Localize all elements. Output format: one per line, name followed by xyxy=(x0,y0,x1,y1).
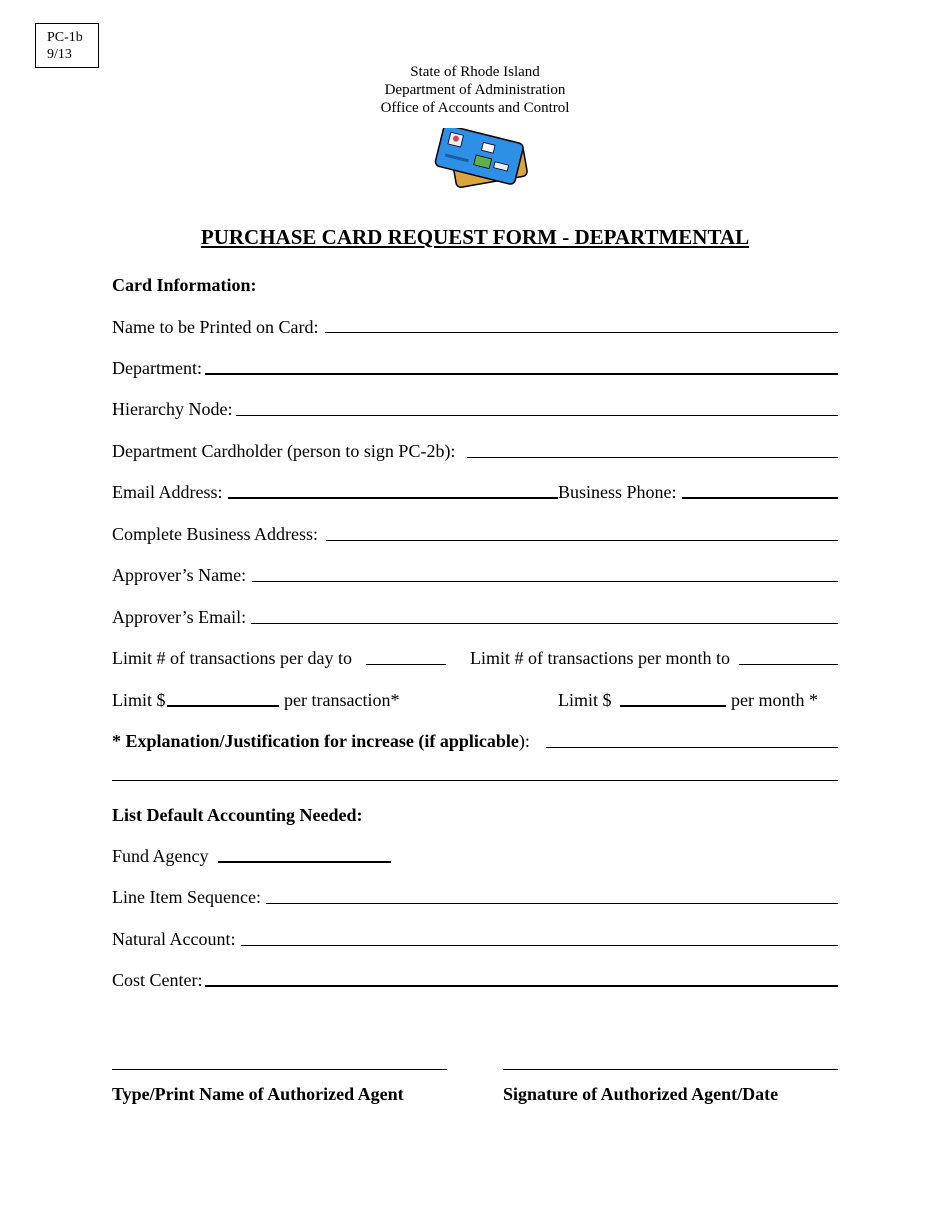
line-item-label: Line Item Sequence: xyxy=(112,887,261,907)
hierarchy-node-label: Hierarchy Node: xyxy=(112,399,233,419)
explanation-label-tail: ): xyxy=(518,731,530,751)
per-month-label: per month * xyxy=(731,690,818,710)
approver-email-label: Approver’s Email: xyxy=(112,607,247,627)
hierarchy-node-field[interactable] xyxy=(236,415,838,416)
email-label: Email Address: xyxy=(112,482,223,502)
explanation-field-extra[interactable] xyxy=(112,780,838,781)
department-label: Department: xyxy=(112,358,202,378)
fund-agency-label: Fund Agency xyxy=(112,846,209,866)
signature-field[interactable] xyxy=(503,1069,838,1070)
explanation-field[interactable] xyxy=(546,747,838,748)
signature-caption: Signature of Authorized Agent/Date xyxy=(503,1084,779,1104)
accounting-heading: List Default Accounting Needed: xyxy=(112,805,363,825)
form-code: PC-1b xyxy=(47,30,83,45)
agency-header xyxy=(0,63,950,117)
name-on-card-label: Name to be Printed on Card: xyxy=(112,317,319,337)
explanation-label-bold: * Explanation/Justification for increase (if applicable xyxy=(112,731,519,751)
natural-account-field[interactable] xyxy=(241,945,838,946)
print-name-field[interactable] xyxy=(112,1069,447,1070)
limit-per-month-field[interactable] xyxy=(739,664,838,665)
agency-department: Department of Administration xyxy=(384,82,566,98)
department-field[interactable] xyxy=(205,373,838,375)
limit-per-day-label: Limit # of transactions per day to xyxy=(112,648,352,668)
per-transaction-label: per transaction* xyxy=(284,690,400,710)
limit-per-day-field[interactable] xyxy=(366,664,446,665)
natural-account-label: Natural Account: xyxy=(112,929,236,949)
limit-dollar-month-label: Limit $ xyxy=(558,690,612,710)
credit-card-icon xyxy=(430,128,534,190)
explanation-label xyxy=(112,730,530,752)
email-field[interactable] xyxy=(228,497,558,499)
approver-email-field[interactable] xyxy=(251,623,838,624)
form-title: PURCHASE CARD REQUEST FORM - DEPARTMENTAL xyxy=(200,225,750,249)
agency-office: Office of Accounts and Control xyxy=(380,100,570,116)
business-phone-field[interactable] xyxy=(682,497,838,499)
agency-state: State of Rhode Island xyxy=(410,64,540,80)
cardholder-field[interactable] xyxy=(467,457,838,458)
business-address-field[interactable] xyxy=(326,540,838,541)
form-id-box xyxy=(35,23,99,68)
approver-name-field[interactable] xyxy=(252,581,838,582)
cost-center-label: Cost Center: xyxy=(112,970,203,990)
business-phone-label: Business Phone: xyxy=(558,482,677,502)
card-info-heading: Card Information: xyxy=(112,275,257,295)
cost-center-field[interactable] xyxy=(205,985,838,987)
fund-agency-field[interactable] xyxy=(218,861,391,863)
limit-per-transaction-field[interactable] xyxy=(167,705,279,707)
name-on-card-field[interactable] xyxy=(325,332,838,333)
limit-per-month-dollar-field[interactable] xyxy=(620,705,726,707)
business-address-label: Complete Business Address: xyxy=(112,524,318,544)
approver-name-label: Approver’s Name: xyxy=(112,565,247,585)
cardholder-label: Department Cardholder (person to sign PC-2b): xyxy=(112,441,456,461)
limit-dollar-label: Limit $ xyxy=(112,690,166,710)
line-item-field[interactable] xyxy=(266,903,838,904)
form-revision: 9/13 xyxy=(47,47,72,62)
print-name-caption: Type/Print Name of Authorized Agent xyxy=(112,1084,404,1104)
limit-per-month-label: Limit # of transactions per month to xyxy=(470,648,730,668)
